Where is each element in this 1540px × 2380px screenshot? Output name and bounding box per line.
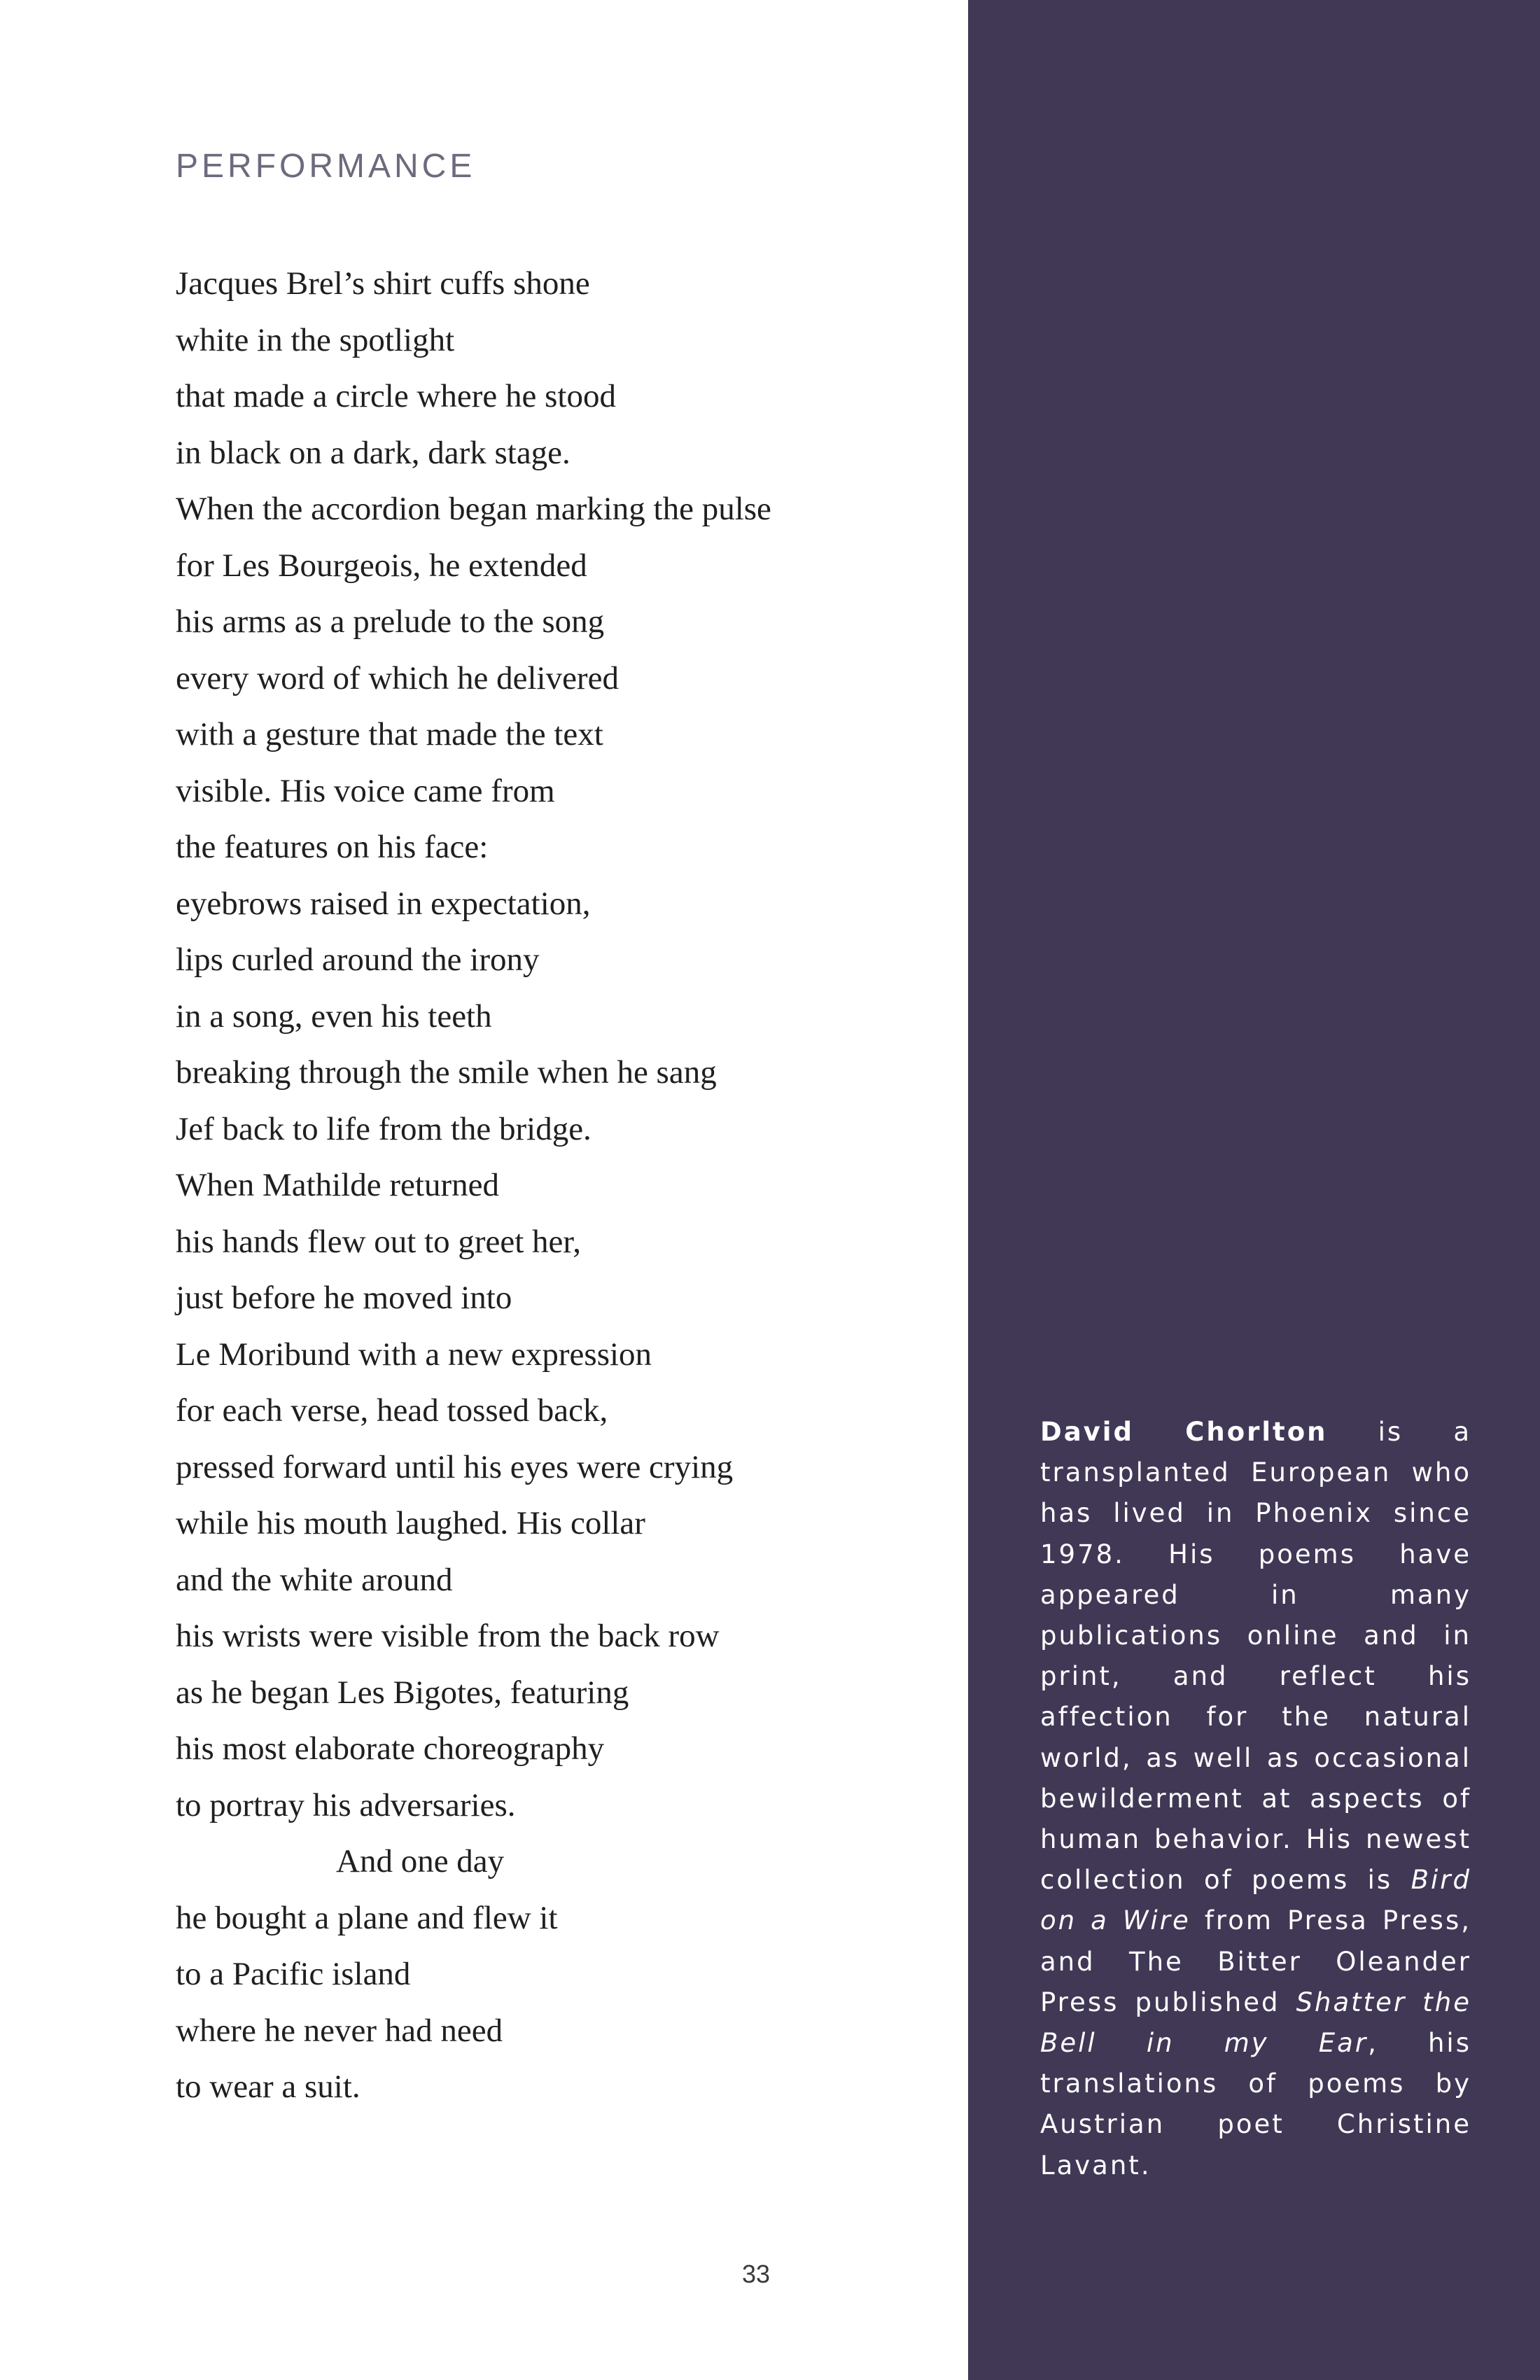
poem-body: [176, 265, 932, 2124]
poem-line: and the white around: [176, 1561, 453, 1598]
poem-line: as he began Les Bigotes, featuring: [176, 1674, 629, 1711]
poem-line: he bought a plane and flew it: [176, 1899, 558, 1936]
poem-line: that made a circle where he stood: [176, 378, 616, 414]
page-number: 33: [741, 2260, 771, 2288]
poem-line: to portray his adversaries.: [176, 1786, 516, 1823]
poem-line: to wear a suit.: [176, 2068, 360, 2105]
author-bio: [1040, 1412, 1471, 2186]
poem-line: breaking through the smile when he sang: [176, 1054, 717, 1091]
section-title: PERFORMANCE: [176, 148, 476, 185]
poem-line: just before he moved into: [176, 1280, 512, 1316]
poem-line: his wrists were visible from the back row: [176, 1618, 720, 1654]
poem-line: where he never had need: [176, 2012, 503, 2049]
poem-line: while his mouth laughed. His collar: [176, 1505, 645, 1541]
poem-line: eyebrows raised in expectation,: [176, 885, 591, 922]
poem-line: to a Pacific island: [176, 1956, 411, 1992]
poem-line: his hands flew out to greet her,: [176, 1223, 581, 1260]
poem-line: pressed forward until his eyes were crying: [176, 1448, 734, 1485]
bio-text: from Presa Press, and The Bitter Oleander Press published: [1040, 1905, 1471, 2017]
poem-line-indented: And one day: [336, 1843, 505, 1879]
bio-text: , his translations of poems by Austrian poet Christine Lavant.: [1040, 2028, 1471, 2180]
poem-line: for Les Bourgeois, he extended: [176, 547, 587, 584]
book-title: Bird on a Wire: [1040, 1865, 1471, 1936]
bio-text: is a transplanted European who has lived in Phoenix since 1978. His poems have appeared in many publications online and in print, and reflect his affection for the natural world, as well as occasional bewilderment at aspects of human behavior. His newest collection of poems is: [1040, 1417, 1471, 1896]
poem-line: Jacques Brel’s shirt cuffs shone: [176, 265, 590, 302]
poem-line: his arms as a prelude to the song: [176, 603, 605, 640]
author-name: David Chorlton: [1040, 1417, 1328, 1447]
poem-line: When the accordion began marking the pulse: [176, 491, 771, 527]
poem-line: Jef back to life from the bridge.: [176, 1110, 592, 1147]
poem-line: white in the spotlight: [176, 321, 455, 358]
poem-line: When Mathilde returned: [176, 1167, 499, 1203]
poem-line: in black on a dark, dark stage.: [176, 434, 570, 471]
poem-line: lips curled around the irony: [176, 941, 540, 978]
poem-line: every word of which he delivered: [176, 659, 619, 696]
poem-line: visible. His voice came from: [176, 772, 555, 809]
poem-line: with a gesture that made the text: [176, 716, 603, 752]
book-title: Shatter the Bell in my Ear: [1040, 1987, 1471, 2059]
poem-line: his most elaborate choreography: [176, 1730, 605, 1767]
poem-line: Le Moribund with a new expression: [176, 1336, 652, 1373]
poem-line: in a song, even his teeth: [176, 997, 492, 1035]
poem-line: for each verse, head tossed back,: [176, 1392, 608, 1429]
poem-line: the features on his face:: [176, 829, 489, 865]
